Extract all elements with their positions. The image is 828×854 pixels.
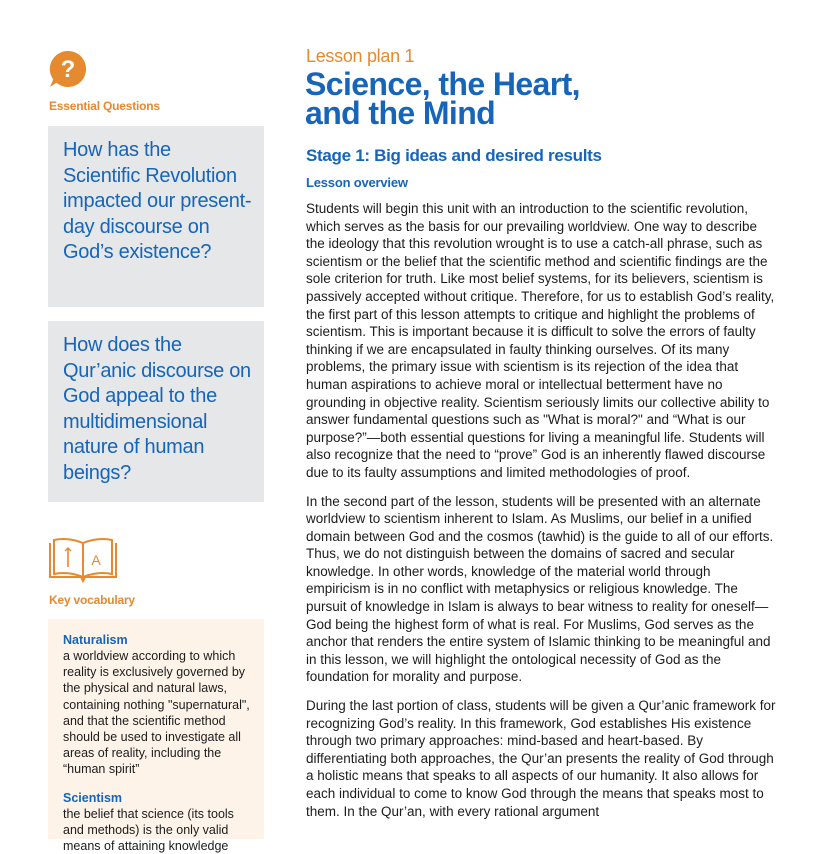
overview-paragraph-2: In the second part of the lesson, students will be presented with an alternate worldview to scientism inherent to Islam. As Muslims, our belief in a unified domain between God and the cosmos (tawhid) is the guide to all of our efforts. Thus, we do not distinguish between the domains of sacred and secular knowledge. In other words, knowledge of the material world through empiricism is in no conflict with metaphysics or religious knowledge. The pursuit of knowledge in Islam is always to bear witness to reality for oneself—God being the highest form of what is real. For Muslims, God serves as the anchor that renders the entire system of Islamic thinking to be meaningful and in this lesson, we will highlight the ontological necessity of God as the foundation for morality and purpose.	[306, 493, 774, 685]
lesson-plan-label: Lesson plan 1	[306, 46, 415, 66]
key-vocabulary-label: Key vocabulary	[49, 593, 135, 607]
vocab-definition: the belief that science (its tools and methods) is the only valid means of attaining knowledge	[63, 806, 234, 854]
overview-paragraph-3: During the last portion of class, students will be given a Qur’anic framework for recognizing God’s reality. In this framework, God establishes His existence through two primary approaches: mind-based and heart-based. By differentiating both approaches, the Qur’an presents the reality of God through a holistic means that speaks to all aspects of our humanity. It also allows for each individual to come to know God through the means that speaks most to them. In the Qur’an, with every rational argument	[306, 698, 776, 819]
vocabulary-box	[48, 619, 264, 854]
vocab-definition: a worldview according to which reality is exclusively governed by the physical and natural laws, containing nothing "supernatural", and that the scientific method should be used to investigate all areas of reality, including the “human spirit”	[63, 649, 250, 777]
question-box-1	[48, 126, 264, 307]
question-circle-icon	[48, 49, 88, 89]
vocab-term: Scientism	[63, 790, 123, 805]
vocab-entry	[63, 632, 254, 778]
page-title	[305, 66, 725, 131]
title-line-2: and the Mind	[305, 95, 496, 131]
title-line-1: Science, the Heart,	[305, 66, 580, 102]
lesson-overview-heading: Lesson overview	[306, 175, 408, 190]
essential-questions-label: Essential Questions	[49, 99, 160, 113]
question-text-2: How does the Qur’anic discourse on God appeal to the multidimensional nature of human beings?	[63, 334, 251, 484]
book-letter: A	[91, 552, 101, 568]
lesson-overview-body	[306, 200, 778, 831]
svg-text:?: ?	[60, 56, 76, 83]
overview-paragraph-1: Students will begin this unit with an introduction to the scientific revolution, which serves as the basis for our prevailing worldview. One way to describe the ideology that this revolution wrought is to use a catch-all phrase, such as scientism or the belief that the scientific method and scientific findings are the sole criterion for truth. Like most belief systems, for its believers, scientism is passively accepted without critique. Therefore, for us to establish God’s reality, the first part of this lesson attempts to critique and highlight the problems of scientism. This is important because it is difficult to solve the errors of faulty thinking if we are encapsulated in faulty thinking ourselves. Of its many problems, the primary issue with scientism is its rejection of the idea that human aspirations to achieve moral or intellectual betterment have no grounding in objective reality. Scientism seriously limits our collective ability to answer fundamental questions such as "What is moral?" and “What is our purpose?”—both essential questions for living a meaningful life. Students will also recognize that the need to “prove” God is an inherently flawed discourse due to its faulty assumptions and limited methodologies of proof.	[306, 201, 775, 480]
vocab-entry	[63, 790, 254, 854]
question-box-2	[48, 321, 264, 502]
question-text-1: How has the Scientific Revolution impacted our present-day discourse on God’s existence?	[63, 139, 252, 264]
vocab-term: Naturalism	[63, 633, 128, 647]
stage-heading: Stage 1: Big ideas and desired results	[306, 146, 602, 165]
open-book-icon	[48, 537, 118, 583]
